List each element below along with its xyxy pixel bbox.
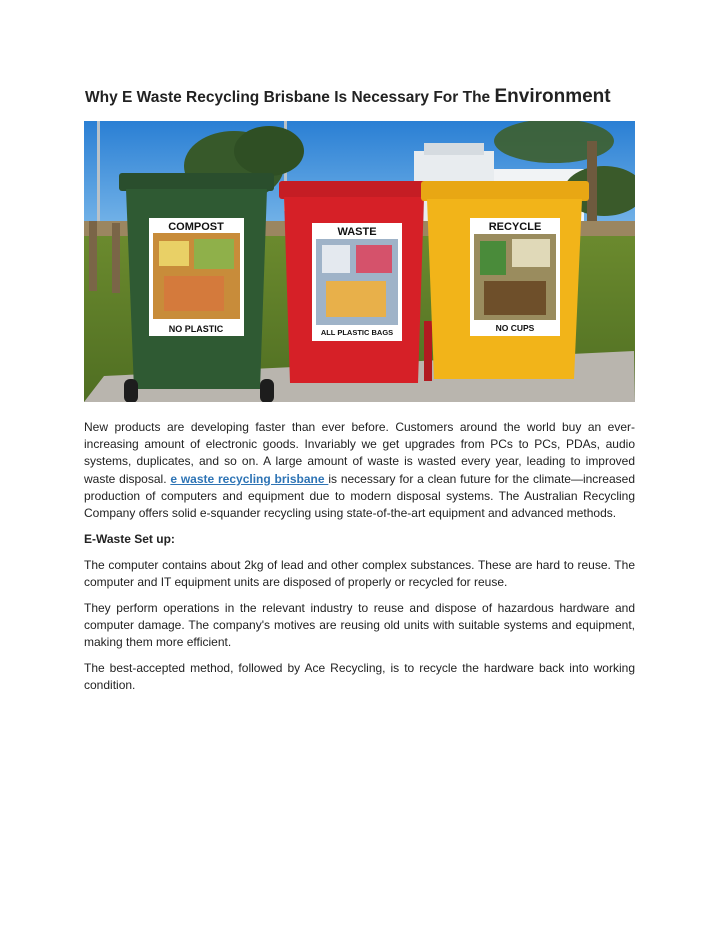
- no-plastic-label: NO PLASTIC: [168, 324, 224, 334]
- waste-label: WASTE: [337, 226, 377, 238]
- paragraph-1-text: New products are developing faster than ever before. Customers around the world buy an ever-increasing amount of electronic goods. Invariably we get upgrades from PCs to PCs, PDAs, audio systems, duplicates, and so on. A large amount of waste is wasted every year, leading to improved waste disposal.: [84, 420, 635, 486]
- page-title: [85, 86, 645, 108]
- paragraph-2: The computer contains about 2kg of lead and other complex substances. These are hard to reuse. The computer and IT equipment units are disposed of properly or recycled for reuse.: [84, 557, 635, 589]
- paragraph-3: They perform operations in the relevant industry to reuse and dispose of hazardous hardware and computer damage. The company's motives are reusing old units with suitable systems and equipment, making them more efficient.: [84, 600, 635, 650]
- paragraph-1: [84, 419, 635, 522]
- compost-bin: [119, 173, 274, 402]
- title-last-word: Environment: [494, 86, 611, 107]
- recycle-label: RECYCLE: [488, 221, 542, 233]
- paragraph-4: The best-accepted method, followed by Ace Recycling, is to recycle the hardware back into working condition.: [84, 660, 635, 693]
- all-plastic-bags-label: ALL PLASTIC BAGS: [320, 328, 394, 337]
- compost-label: COMPOST: [168, 221, 224, 233]
- title-main: Why E Waste Recycling Brisbane Is Necessary For The: [85, 89, 491, 106]
- article-body: [84, 419, 635, 703]
- paragraph-1-text-continued: is necessary for a clean future for the climate—increased production of computers and equipment due to modern disposal systems. The Australian Recycling Company offers solid e-squander recycling using state-of-the-art equipment and advanced methods.: [84, 471, 635, 521]
- recycle-bin: [421, 181, 589, 379]
- recycling-bins-photo: [84, 121, 635, 402]
- waste-bin: [279, 181, 432, 383]
- section-heading: E-Waste Set up:: [84, 531, 175, 546]
- e-waste-recycling-link[interactable]: e waste recycling brisbane: [170, 471, 329, 486]
- no-cups-label: NO CUPS: [495, 323, 535, 333]
